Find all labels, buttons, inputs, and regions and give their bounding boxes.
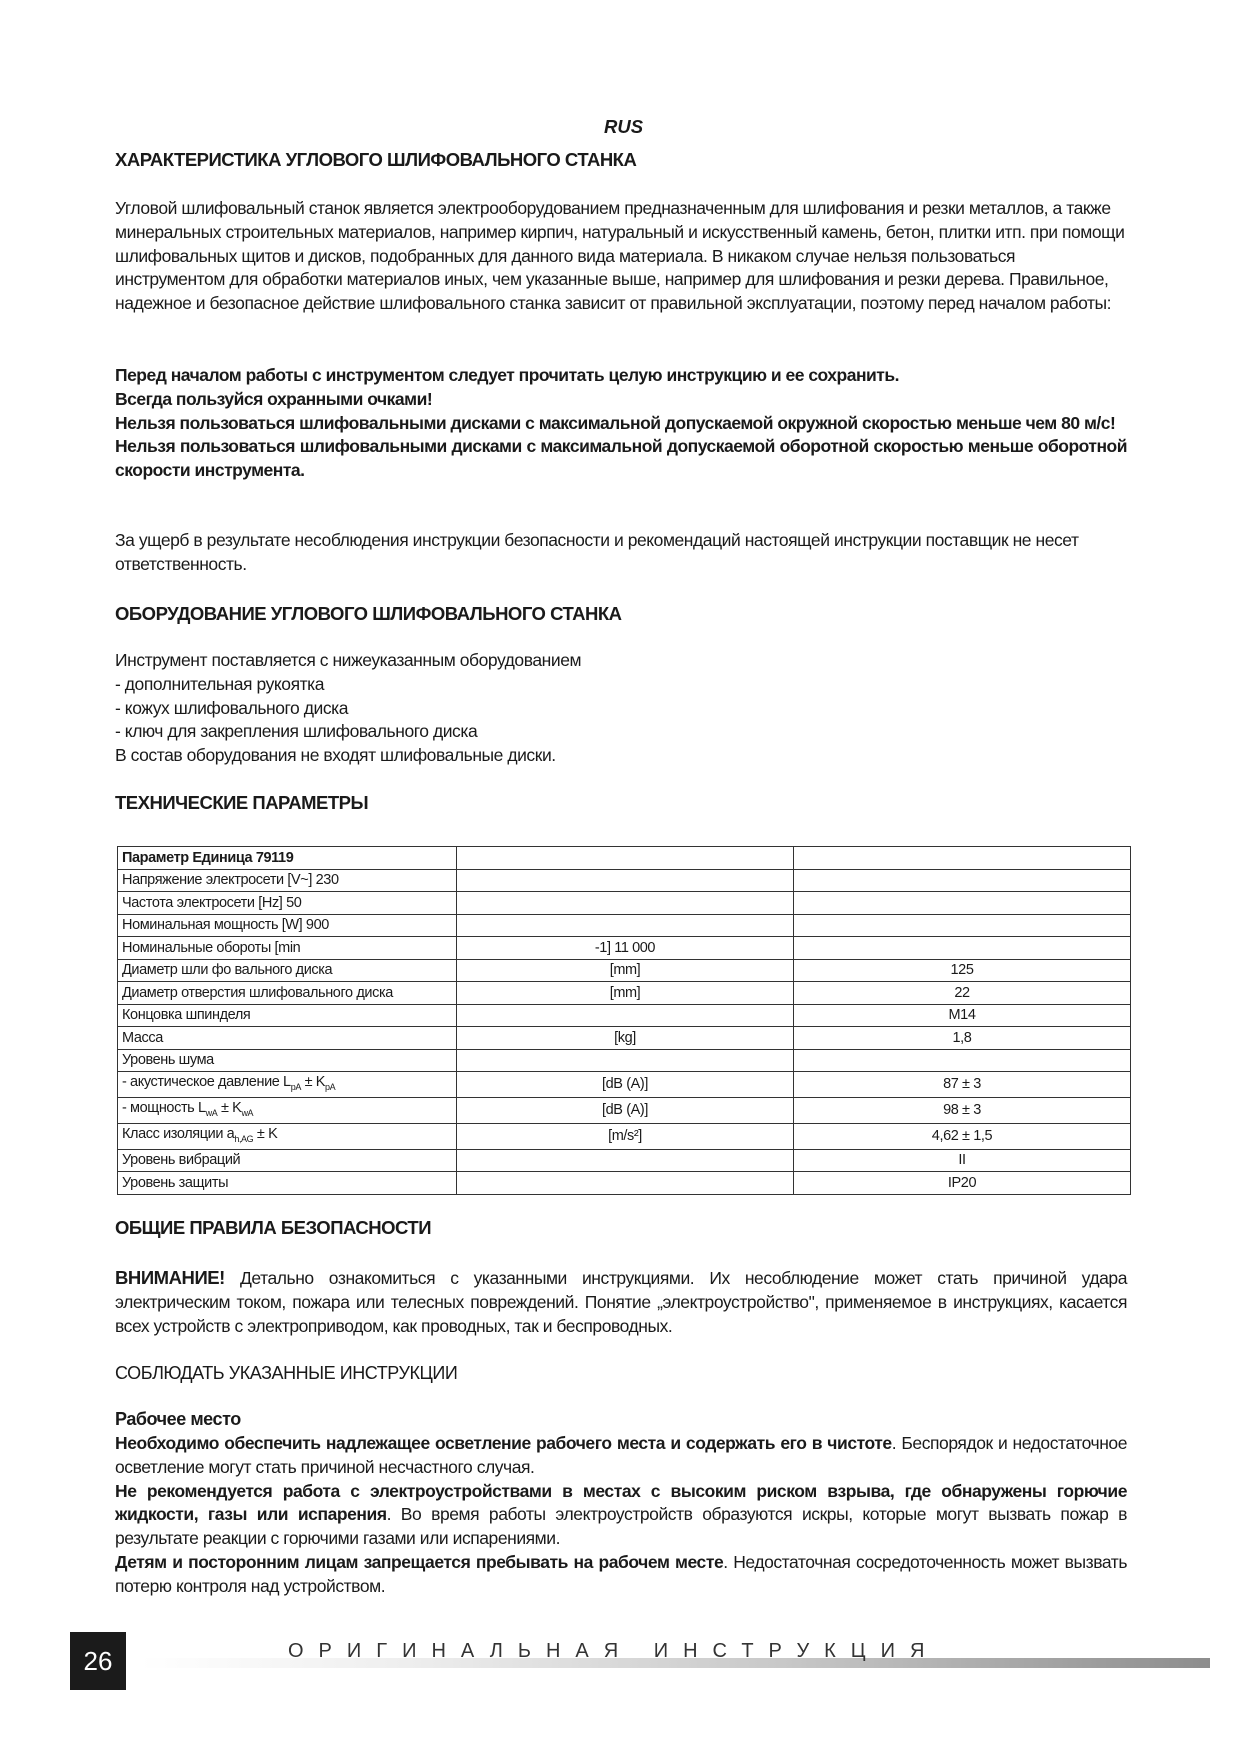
value-cell: 4,62 ± 1,5 xyxy=(794,1123,1131,1149)
section-heading-tech-params: ТЕХНИЧЕСКИЕ ПАРАМЕТРЫ xyxy=(115,792,369,813)
param-cell: Концовка шпинделя xyxy=(118,1004,457,1027)
header-cell: Параметр Единица 79119 xyxy=(118,847,457,870)
section-heading-equipment: ОБОРУДОВАНИЕ УГЛОВОГО ШЛИФОВАЛЬНОГО СТАНКА xyxy=(115,603,622,624)
param-cell: - акустическое давление $L_{pA} \pm K_{pA}$ xyxy=(118,1072,457,1098)
table-row xyxy=(118,937,1131,960)
attention-paragraph xyxy=(115,1266,1127,1338)
param-cell: Уровень защиты xyxy=(118,1172,457,1195)
unit-cell: -1] 11 000 xyxy=(457,937,794,960)
table-row xyxy=(118,1097,1131,1123)
table-row xyxy=(118,1149,1131,1172)
equipment-line: В состав оборудования не входят шлифовальные диски. xyxy=(115,745,556,766)
value-cell: 98 ± 3 xyxy=(794,1097,1131,1123)
param-cell: Уровень шума xyxy=(118,1049,457,1072)
attention-text: Детально ознакомиться с указанными инструкциями. Их несоблюдение может стать причиной удара электрическим током, пожара или телесных повреждений. Понятие „электроустройство", применяемое в инструкциях, касается всех устройств с электроприводом, как проводных, так и беспроводных. xyxy=(115,1268,1127,1336)
liability-paragraph: За ущерб в результате несоблюдения инструкции безопасности и рекомендаций настоящей инструкции поставщик не несет ответственность. xyxy=(115,530,1079,574)
page-number: 26 xyxy=(70,1632,126,1690)
param-cell: - мощность $L_{wA} \pm K_{wA}$ xyxy=(118,1097,457,1123)
value-cell xyxy=(794,914,1131,937)
warning-line: Перед началом работы с инструментом следует прочитать целую инструкцию и ее сохранить. xyxy=(115,365,899,385)
unit-cell: [dB (A)] xyxy=(457,1097,794,1123)
value-cell: IP20 xyxy=(794,1172,1131,1195)
equipment-line: - ключ для закрепления шлифовального диска xyxy=(115,721,478,742)
table-row xyxy=(118,869,1131,892)
table-row xyxy=(118,959,1131,982)
table-row xyxy=(118,892,1131,915)
unit-cell xyxy=(457,914,794,937)
value-cell: 87 ± 3 xyxy=(794,1072,1131,1098)
warning-line: Всегда пользуйся охранными очками! xyxy=(115,388,433,409)
value-cell xyxy=(794,869,1131,892)
table-row xyxy=(118,1172,1131,1195)
unit-cell xyxy=(457,1004,794,1027)
table-row xyxy=(118,982,1131,1005)
table-row xyxy=(118,1123,1131,1149)
value-cell xyxy=(794,937,1131,960)
equipment-list xyxy=(115,649,1127,768)
unit-cell: [kg] xyxy=(457,1027,794,1050)
param-cell: Масса xyxy=(118,1027,457,1050)
param-cell: Частота электросети [Hz] 50 xyxy=(118,892,457,915)
value-cell: 22 xyxy=(794,982,1131,1005)
equipment-line: Инструмент поставляется с нижеуказанным оборудованием xyxy=(115,650,582,670)
param-cell: Напряжение электросети [V~] 230 xyxy=(118,869,457,892)
table-row xyxy=(118,1004,1131,1027)
value-cell xyxy=(794,892,1131,915)
param-cell: Номинальная мощность [W] 900 xyxy=(118,914,457,937)
unit-cell: [mm] xyxy=(457,982,794,1005)
table-row xyxy=(118,1049,1131,1072)
unit-cell: [dB (A)] xyxy=(457,1072,794,1098)
param-cell: Диаметр шли фо вального диска xyxy=(118,959,457,982)
unit-cell: [mm] xyxy=(457,959,794,982)
section-heading-characteristics: ХАРАКТЕРИСТИКА УГЛОВОГО ШЛИФОВАЛЬНОГО СТАНКА xyxy=(115,149,637,170)
value-cell xyxy=(794,1049,1131,1072)
table-row xyxy=(118,914,1131,937)
table-header-row xyxy=(118,847,1131,870)
equipment-line: - дополнительная рукоятка xyxy=(115,673,325,694)
table-row xyxy=(118,1072,1131,1098)
intro-paragraph: Угловой шлифовальный станок является электрооборудованием предназначенным для шлифования и резки металлов, а также минеральных строительных материалов, например кирпич, натуральный и искусственный камень, бетон, плитки итп. при помощи шлифовальных щитов и дисков, подобранных для данного вида материала. В никаком случае нельзя пользоваться инструментом для обработки материалов иных, чем указанные выше, например для шлифования и резки дерева. Правильное, надежное и безопасное действие шлифовального станка зависит от правильной эксплуатации, поэтому перед началом работы: xyxy=(115,198,1125,314)
footer-title: ОРИГИНАЛЬНАЯ ИНСТРУКЦИЯ xyxy=(288,1640,940,1662)
value-cell: 1,8 xyxy=(794,1027,1131,1050)
attention-label: ВНИМАНИЕ! xyxy=(115,1267,225,1288)
param-cell: Уровень вибраций xyxy=(118,1149,457,1172)
workplace-title: Рабочее место xyxy=(115,1409,241,1429)
tech-params-table xyxy=(117,846,1131,1195)
param-cell: Номинальные обороты [min xyxy=(118,937,457,960)
value-cell: II xyxy=(794,1149,1131,1172)
section-heading-safety: ОБЩИЕ ПРАВИЛА БЕЗОПАСНОСТИ xyxy=(115,1217,431,1238)
unit-cell xyxy=(457,892,794,915)
workplace-rules xyxy=(115,1432,1127,1599)
value-cell: 125 xyxy=(794,959,1131,982)
unit-cell xyxy=(457,869,794,892)
unit-cell: [m/s²] xyxy=(457,1123,794,1149)
follow-instructions: СОБЛЮДАТЬ УКАЗАННЫЕ ИНСТРУКЦИИ xyxy=(115,1363,458,1383)
rule-paragraph: Детям и посторонним лицам запрещается пребывать на рабочем месте. Недостаточная сосредоточенность может вызвать потерю контроля над устройством. xyxy=(115,1551,1127,1596)
value-cell: M14 xyxy=(794,1004,1131,1027)
warning-line: Нельзя пользоваться шлифовальными дисками с максимальной допускаемой окружной скоростью меньше чем 80 м/с! xyxy=(115,412,1116,433)
param-cell: Класс изоляции $a_{h,AG} \pm K$ xyxy=(118,1123,457,1149)
warning-line: Нельзя пользоваться шлифовальными дисками с максимальной допускаемой оборотной скоростью меньше оборотной скорости инструмента. xyxy=(115,436,1127,481)
equipment-line: - кожух шлифовального диска xyxy=(115,697,349,718)
table-row xyxy=(118,1027,1131,1050)
language-label: RUS xyxy=(604,116,644,137)
param-cell: Диаметр отверстия шлифовального диска xyxy=(118,982,457,1005)
warnings-block xyxy=(115,364,1127,483)
rule-paragraph: Необходимо обеспечить надлежащее осветление рабочего места и содержать его в чистоте. Беспорядок и недостаточное осветление могут стать причиной несчастного случая. xyxy=(115,1433,1127,1477)
unit-cell xyxy=(457,1049,794,1072)
rule-paragraph: Не рекомендуется работа с электроустройствами в местах с высоким риском взрыва, где обнаружены горючие жидкости, газы или испарения. Во время работы электроустройств образуются искры, которые могут вызвать пожар в результате реакции с горючими газами или испарениями. xyxy=(115,1480,1127,1549)
